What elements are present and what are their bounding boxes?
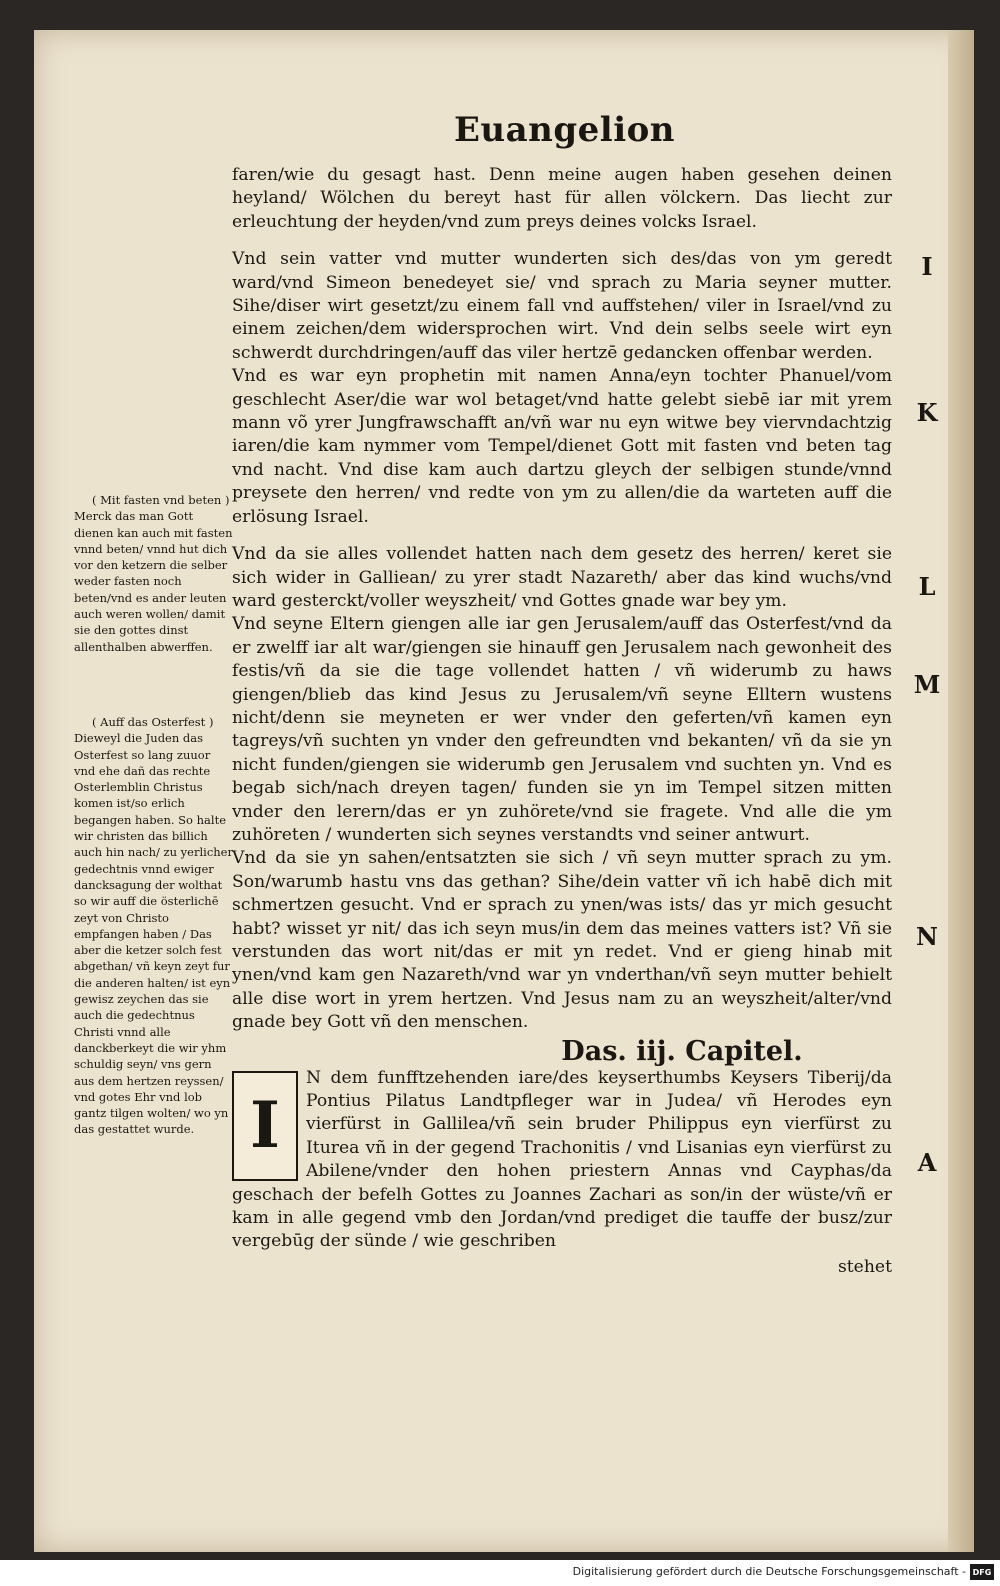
main-text-block (232, 164, 892, 1279)
dfg-logo: DFG (970, 1564, 994, 1580)
side-letter: N (916, 922, 938, 951)
margin-note-title: ( Auff das Osterfest ) (92, 715, 214, 729)
paragraph: Vnd seyne Eltern giengen alle iar gen Jerusalem/auff das Osterfest/vnd da er zwelff iar alt war/giengen sie hinauff gen Jerusalem nach gewonheit des festis/vñ da sie die tage vollendet hatten / vñ widerumb zu haws giengen/blieb das kind Jesus zu Jerusalem/vñ seyne Elltern wustens nicht/denn sie meyneten er wer vnder den geferten/vñ kamen eyn tagreys/vñ suchten yn vnder den gefreundten vnd bekanten/ vñ da sie yn nicht funden/giengen sie widerumb gen Jerusalem vnd suchten yn. Vnd es begab sich/nach dreyen tagen/ funden sie yn im Tempel sitzen mitten vnder den lerern/das er yn zuhörete/vnd sie fragete. Vnd alle die ym zuhöreten / wunderten sich seynes verstandts vnd seiner antwurt. (232, 614, 892, 845)
chapter-paragraph-block (232, 1067, 892, 1254)
side-letter: L (918, 572, 936, 601)
paragraph: faren/wie du gesagt hast. Denn meine augen haben gesehen deinen heyland/ Wölchen du bereyt hast für allen völckern. Das liecht zur erleuchtung der heyden/vnd zum preys deines volcks Israel. (232, 165, 892, 232)
chapter-heading: Das. iij. Capitel. (561, 1035, 803, 1067)
margin-note-text: Merck das man Gott dienen kan auch mit fasten vnnd beten/ vnnd hut dich vor den ketzern die selber weder fasten noch beten/vnd es ander leuten auch weren wollen/ damit sie den gottes dinst allenthalben abwerffen. (74, 509, 233, 654)
margin-note-text: Dieweyl die Juden das Osterfest so lang zuuor vnd ehe dañ das rechte Osterlemblin Christus komen ist/so erlich begangen haben. So halte wir christen das billich auch hin nach/ zu yerlicher gedechtnis vnnd ewiger dancksagung der wolthat so wir auff die österlichē zeyt von Christo empfangen haben / Das aber die ketzer solch fest abgethan/ vñ keyn zeyt fur die anderen halten/ ist eyn gewisz zeychen das sie auch die gedechtnus Christi vnnd alle danckberkeyt die wir yhm schuldig seyn/ vns gern aus dem hertzen reyssen/ vnd gotes Ehr vnd lob gantz tilgen wolten/ wo yn das gestattet wurde. (74, 731, 233, 1137)
page-edge (948, 30, 974, 1552)
catchword: stehet (837, 1256, 892, 1277)
side-letter: M (913, 670, 941, 699)
paragraph: Vnd sein vatter vnd mutter wunderten sich des/das von ym geredt ward/vnd Simeon benedeyet sie/ vnd sprach zu Maria seyner mutter. Sihe/diser wirt gesetzt/zu einem fall vnd auffstehen/ viler in Israel/vnd zu einem zeichen/dem widersprochen wirt. Vnd dein selbs seele wirt eyn schwerdt durchdringen/auff das viler hertzē gedancken offenbar werden. (232, 249, 892, 363)
margin-note-osterfest (74, 714, 234, 1138)
side-letter: I (921, 252, 933, 281)
margin-note-fasten (74, 492, 234, 655)
chapter-paragraph: N dem funfftzehenden iare/des keyserthumbs Keysers Tiberij/da Pontius Pilatus Landtpfleger war in Judea/ vñ Herodes eyn vierfürst in Gallilea/vñ sein bruder Philippus eyn vierfürst zu Iturea vñ in der gegend Trachonitis / vnd Lisanias eyn vierfürst zu Abilene/vnder den hohen priestern Annas vnd Cayphas/da geschach der befelh Gottes zu Joannes Zachari as son/in der wüste/vñ er kam in alle gegend vmb den Jordan/vnd prediget die tauffe der busz/zur vergebūg der sünde / wie geschriben (232, 1067, 892, 1252)
side-letter: A (917, 1148, 937, 1177)
paragraph: Vnd es war eyn prophetin mit namen Anna/eyn tochter Phanuel/vom geschlecht Aser/die war wol betaget/vnd hatte gelebt siebē iar mit yrem mann võ yrer Jungfrawschafft an/vñ war nu eyn witwe bey viervndachtzig iaren/die kam nymmer vom Tempel/dienet Gott mit fasten vnd beten tag vnd nacht. Vnd dise kam auch dartzu gleych der selbigen stunde/vnnd preysete den herren/ vnd redte von ym zu allen/die da warteten auff die erlösung Israel. (232, 366, 892, 527)
margin-note-title: ( Mit fasten vnd beten ) (92, 493, 230, 507)
running-head: Euangelion (454, 110, 676, 150)
paragraph: Vnd da sie alles vollendet hatten nach dem gesetz des herren/ keret sie sich wider in Galliean/ zu yrer stadt Nazareth/ aber das kind wuchs/vnd ward gesterckt/voller weyszheit/ vnd Gottes gnade war bey ym. (232, 544, 892, 611)
footer-bar (0, 1560, 1000, 1586)
side-letter: K (916, 398, 938, 427)
paragraph: Vnd da sie yn sahen/entsatzten sie sich / vñ seyn mutter sprach zu ym. Son/warumb hastu vns das gethan? Sihe/dein vatter vñ ich habē dich mit schmertzen gesucht. Vnd er sprach zu ynen/was ists/ das yr mich gesucht habt? wisset yr nit/ das ich seyn mus/in dem das meines vatters ist? Vñ sie verstunden das wort nit/das er mit yn redet. Vnd er gieng hinab mit ynen/vnd kam gen Nazareth/vnd war yn vnderthan/vñ seyn mutter behielt alle dise wort in yrem hertzen. Vnd Jesus nam zu an weyszheit/alter/vnd gnade bey Gott vñ den menschen. (232, 848, 892, 1033)
footer-credit: Digitalisierung gefördert durch die Deutsche Forschungsgemeinschaft - (572, 1565, 966, 1578)
book-page (34, 30, 974, 1552)
decorated-initial: I (232, 1071, 298, 1181)
